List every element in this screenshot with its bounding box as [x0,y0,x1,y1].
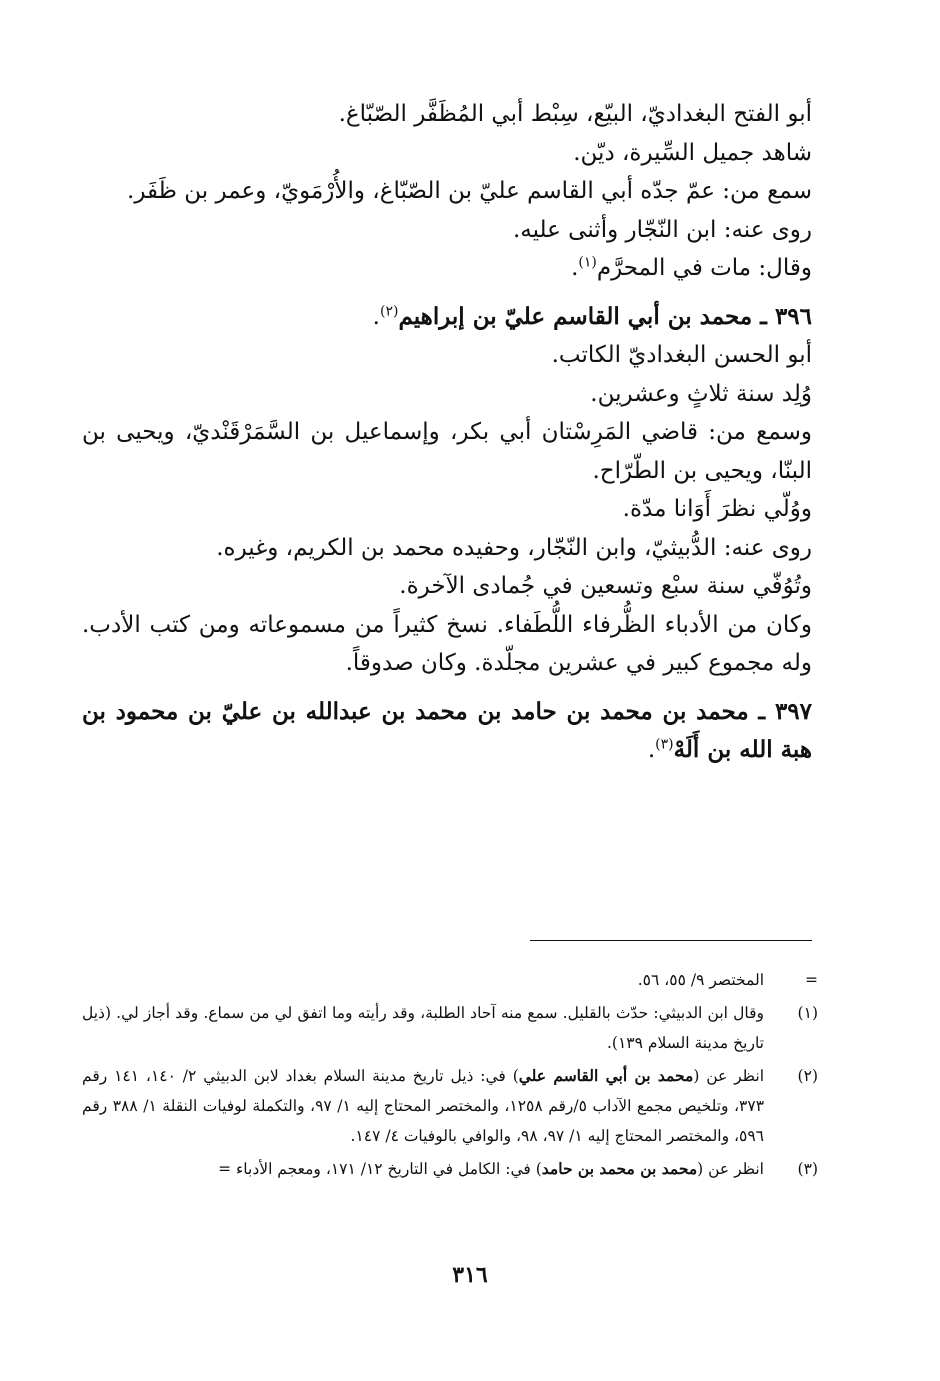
footnote-number: = [805,971,818,989]
text-line: ووُلّي نظرَ أَوَانا مدّة. [622,496,812,522]
footnote-subject: محمد بن أبي القاسم علي [518,1066,694,1085]
footnote-number: (٢) [797,1067,818,1085]
text-line: وسمع من: قاضي المَرِسْتان أبي بكر، وإسماعيل بن السَّمَرْقَنْديّ، ويحيى بن البنّا، ويحيى بن الطّرّاح. [82,419,812,484]
footnotes [82,965,818,1187]
text-line [82,249,812,288]
footnote-number: (٣) [797,1160,818,1178]
entry-title: ٣٩٧ ـ محمد بن محمد بن حامد بن محمد بن عبدالله بن عليّ بن محمود بن هبة الله بن أَلَهْ [82,697,812,763]
entry-heading [82,298,812,337]
text-line [82,211,812,250]
footnote-divider [530,940,812,941]
footnote [82,998,818,1058]
footnote-prefix: انظر عن ( [693,1067,765,1085]
text-line: وكان من الأدباء الظُّرفاء اللُّطَفاء. نسخ كثيراً من مسموعاته ومن كتب الأدب. وله مجموع كبير في عشرين مجلّدة. وكان صدوقاً. [82,611,812,676]
footnote-ref[interactable]: (٢) [379,302,399,319]
footnote-text: وقال ابن الدبيثي: حدّث بالقليل. سمع منه آحاد الطلبة، وقد رأيته وما اتفق لي من سماع. وقد أجاز لي. (ذيل تاريخ مدينة السلام ١٣٩). [82,1004,764,1052]
footnote [82,1061,818,1151]
footnote-body: ) في: الكامل في التاريخ ١٢/ ١٧١، ومعجم الأدباء = [218,1160,542,1178]
text-line: أبو الفتح البغداديّ، البيّع، سِبْط أبي المُظَفَّر الصّبّاغ. [338,101,812,127]
footnote-subject: محمد بن محمد بن حامد [541,1159,698,1178]
footnote-body: ) في: ذيل تاريخ مدينة السلام بغداد لابن الدبيثي ٢/ ١٤٠، ١٤١ رقم ٣٧٣، وتلخيص مجمع الآداب ٥/رقم ١٢٥٨، والمختصر المحتاج إليه ١/ ٩٧، والتكملة لوفيات النقلة ١/ ٣٨٨ رقم ٥٩٦، والمختصر المحتاج إليه ١/ ٩٧، ٩٨، والوافي بالوفيات ٤/ ١٤٧. [82,1067,765,1145]
text-line: روى عنه: ابن النّجّار وأثنى عليه. [512,216,812,243]
footnote [82,965,818,995]
text-line: سمع من: عمّ جدّه أبي القاسم عليّ بن الصّبّاغ، والأُرْمَويّ، وعمر بن ظَفَر. [127,178,812,204]
footnote-number: (١) [797,1004,818,1022]
footnote [82,1154,818,1184]
text-line: روى عنه: الدُّبيثيّ، وابن النّجّار، وحفيده محمد بن الكريم، وغيره. [216,534,812,561]
text-line: وتُوُفّي سنة سبْع وتسعين في جُمادى الآخرة. [399,573,812,599]
footnote-prefix: انظر عن ( [697,1160,764,1178]
footnote-text [82,1061,764,1151]
entry-title: ٣٩٦ ـ محمد بن أبي القاسم عليّ بن إبراهيم [398,302,812,330]
text-span: . [647,737,656,763]
page-number: ٣١٦ [452,1262,488,1288]
text-line: أبو الحسن البغداديّ الكاتب. [551,342,812,368]
text-span: . [372,303,380,330]
text-span: وقال: مات في المحرَّم [596,255,812,281]
footnote-text [82,1154,764,1184]
footnote-ref[interactable]: (٣) [655,736,674,753]
main-text [82,95,812,770]
text-span: . [571,255,579,281]
footnote-text: المختصر ٩/ ٥٥، ٥٦. [637,971,764,989]
text-line: وُلِد سنة ثلاثٍ وعشرين. [590,380,812,407]
footnote-ref[interactable]: (١) [578,254,597,271]
text-line: شاهد جميل السِّيرة، ديّن. [573,139,812,166]
entry-heading [82,693,812,770]
